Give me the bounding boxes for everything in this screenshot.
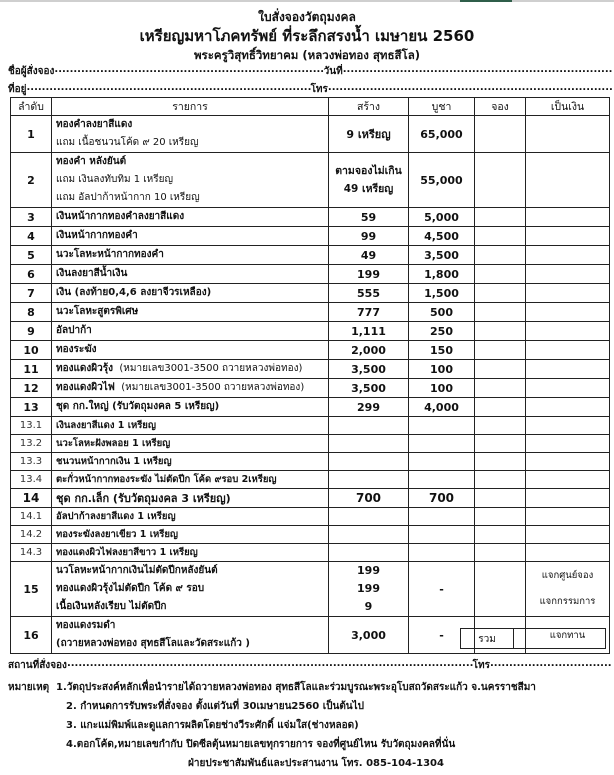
remark-line: แจกกรรมการ [539, 596, 596, 607]
item-line: เงินหน้ากากทองคำ [56, 230, 138, 241]
price: 5,000 [409, 208, 475, 227]
booking-cell[interactable] [475, 153, 526, 208]
item-line: เงินลงยาสีน้ำเงิน [56, 268, 128, 279]
order-place-field[interactable] [67, 658, 473, 673]
price [409, 471, 475, 489]
booking-cell[interactable] [475, 453, 526, 471]
item-note: (หมายเลข3001-3500 ถวายหลวงพ่อทอง) [113, 363, 303, 374]
set-item-number: 13.4 [11, 471, 52, 489]
price: 1,500 [409, 284, 475, 303]
row-number: 16 [11, 617, 52, 654]
amount-cell[interactable] [526, 398, 610, 417]
item-line: ทองแดงรมดำ [56, 620, 116, 631]
set-item-description: ชนวนหน้ากากเงิน 1 เหรียญ [52, 453, 329, 471]
item-description [52, 617, 329, 654]
price: 55,000 [409, 153, 475, 208]
window-top-border [0, 0, 614, 2]
notes-section [8, 680, 614, 775]
set-item-description: ทองแดงผิวไฟลงยาสีขาว 1 เหรียญ [52, 544, 329, 562]
table-header-row [11, 98, 610, 116]
made-quantity: 3,500 [329, 360, 409, 379]
set-item-row [11, 526, 610, 544]
booking-cell[interactable] [475, 526, 526, 544]
price: 4,000 [409, 398, 475, 417]
item-line: ทองคำ หลังยันต์ [56, 156, 127, 167]
table-row [11, 246, 610, 265]
set-item-description: ทองระฆังลงยาเขียว 1 เหรียญ [52, 526, 329, 544]
booking-cell[interactable] [475, 322, 526, 341]
amount-cell[interactable] [526, 341, 610, 360]
price: - [409, 562, 475, 617]
amount-cell[interactable] [526, 489, 610, 508]
header-no: ลำดับ [11, 98, 52, 116]
made-quantity: 99 [329, 227, 409, 246]
table-row [11, 398, 610, 417]
set-item-row [11, 453, 610, 471]
table-row [11, 284, 610, 303]
item-line: ทองแดงผิวรุ้งไม่ตัดปีก โค้ด ๙ รอบ [56, 583, 205, 594]
form-title: ใบสั่งจองวัตถุมงคล [258, 10, 356, 24]
made-quantity [329, 562, 409, 617]
set-item-description: นวะโลหะฝังพลอย 1 เหรียญ [52, 435, 329, 453]
table-row [11, 227, 610, 246]
amount-cell[interactable] [526, 322, 610, 341]
amount-cell[interactable] [526, 417, 610, 435]
booking-cell[interactable] [475, 544, 526, 562]
made-quantity: 555 [329, 284, 409, 303]
made-quantity: 2,000 [329, 341, 409, 360]
booking-cell[interactable] [475, 489, 526, 508]
set-item-number: 14.2 [11, 526, 52, 544]
table-row [11, 341, 610, 360]
item-description [52, 246, 329, 265]
table-row [11, 208, 610, 227]
booking-cell[interactable] [475, 227, 526, 246]
set-item-description: ตะกั่วหน้ากากทองระฆัง ไม่ตัดปีก โค้ด ๙รอบ 2เหรียญ [52, 471, 329, 489]
row-number: 11 [11, 360, 52, 379]
date-label: วันที่ [323, 66, 343, 77]
booking-cell[interactable] [475, 508, 526, 526]
made-quantity: 199 [329, 265, 409, 284]
booking-cell[interactable] [475, 360, 526, 379]
note-item: 3. แกะแม่พิมพ์และดูแลการผลิตโดยช่างวีระศักดิ์ แจ่มใส(ช่างหลอด) [66, 720, 359, 731]
remark-cell: แจกทาน [526, 617, 610, 654]
table-row [11, 322, 610, 341]
price [409, 508, 475, 526]
item-line: ชุด กก.ใหญ่ (รับวัตถุมงคล 5 เหรียญ) [56, 401, 220, 412]
table-row [11, 379, 610, 398]
price [409, 435, 475, 453]
made-quantity [329, 453, 409, 471]
item-description [52, 116, 329, 153]
item-line: ทองแดงผิวไฟ [56, 382, 115, 393]
row-number: 8 [11, 303, 52, 322]
amount-cell[interactable] [526, 303, 610, 322]
made-quantity: 3,000 [329, 617, 409, 654]
price: 150 [409, 341, 475, 360]
set-item-row [11, 435, 610, 453]
booking-cell[interactable] [475, 208, 526, 227]
price: 500 [409, 303, 475, 322]
set-item-number: 14.3 [11, 544, 52, 562]
booking-cell[interactable] [475, 562, 526, 617]
made-quantity [329, 544, 409, 562]
table-row [11, 265, 610, 284]
monk-name: พระครูวิสุทธิ์วิทยาคม (หลวงพ่อทอง สุทธสีโล) [193, 48, 421, 62]
row-number: 12 [11, 379, 52, 398]
item-line: เงินหน้ากากทองคำลงยาสีแดง [56, 211, 185, 222]
amount-cell[interactable] [526, 284, 610, 303]
orderer-field[interactable] [54, 64, 323, 79]
table-row [11, 303, 610, 322]
contact-info: ฝ่ายประชาสัมพันธ์และประสานงาน โทร. 085-104-1304 [188, 758, 444, 769]
item-line: เงิน (ลงท้าย0,4,6 ลงยาจีวรเหลือง) [56, 287, 212, 298]
booking-cell[interactable] [475, 116, 526, 153]
item-line: นวโลหะหน้ากากเงินไม่ตัดปีกหลังยันต์ [56, 565, 218, 576]
price [409, 544, 475, 562]
amount-cell[interactable] [526, 471, 610, 489]
made-quantity: 299 [329, 398, 409, 417]
set-item-row [11, 544, 610, 562]
amount-cell[interactable] [526, 379, 610, 398]
order-table [10, 97, 610, 654]
note-item: 4.ตอกโค้ด,หมายเลขกำกับ ปิดซีลตุ้นหมายเลขทุกรายการ จองที่ศูนย์ไหน รับวัตถุมงคลที่นั่น [66, 739, 456, 750]
price: - [409, 617, 475, 654]
item-line: ทองระฆัง [56, 344, 97, 355]
price [409, 526, 475, 544]
booking-cell[interactable] [475, 417, 526, 435]
item-description: ชุด กก.เล็ก (รับวัตถุมงคล 3 เหรียญ) [52, 489, 329, 508]
made-line: ตามจองไม่เกิน [335, 165, 402, 177]
made-quantity [329, 471, 409, 489]
note-item [8, 680, 614, 699]
order-place-phone-label: โทร [472, 660, 490, 671]
item-line: ทองแดงผิวรุ้ง [56, 363, 114, 374]
row-number: 10 [11, 341, 52, 360]
row-number: 5 [11, 246, 52, 265]
set-item-row [11, 471, 610, 489]
item-line: แถม เงินลงทับทิม 1 เหรียญ [56, 174, 174, 185]
notes-label: หมายเหตุ [8, 682, 50, 693]
item-line: เนื้อเงินหลังเรียบ ไม่ตัดปีก [56, 601, 167, 612]
amount-cell[interactable] [526, 526, 610, 544]
amount-cell[interactable] [526, 435, 610, 453]
set-item-number: 13.1 [11, 417, 52, 435]
row-number: 13 [11, 398, 52, 417]
row-number: 15 [11, 562, 52, 617]
amount-cell[interactable] [526, 544, 610, 562]
total-label: รวม [461, 629, 514, 649]
order-place-label: สถานที่สั่งจอง [8, 660, 67, 671]
item-description [52, 360, 329, 379]
coin-title: เหรียญมหาโภคทรัพย์ ที่ระลึกสรงน้ำ เมษายน 2560 [139, 27, 475, 45]
item-line: ทองคำลงยาสีแดง [56, 119, 133, 130]
row-number: 2 [11, 153, 52, 208]
item-description [52, 227, 329, 246]
total-box [460, 628, 606, 649]
booking-cell[interactable] [475, 341, 526, 360]
item-description [52, 208, 329, 227]
booking-cell[interactable] [475, 398, 526, 417]
address-row [8, 82, 612, 97]
booking-cell[interactable] [475, 471, 526, 489]
set-item-description: เงินลงยาสีแดง 1 เหรียญ [52, 417, 329, 435]
made-quantity: 700 [329, 489, 409, 508]
note-item: 2. กำหนดการรับพระที่สั่งจอง ตั้งแต่วันที่ 30เมษายน2560 เป็นต้นไป [66, 701, 365, 712]
made-quantity: 777 [329, 303, 409, 322]
item-description [52, 562, 329, 617]
row-number: 1 [11, 116, 52, 153]
price: 700 [409, 489, 475, 508]
amount-cell[interactable] [526, 246, 610, 265]
header-item: รายการ [52, 98, 329, 116]
made-quantity: 1,111 [329, 322, 409, 341]
remark-line: แจกศูนย์จอง [541, 570, 594, 581]
window-tab-indicator [460, 0, 512, 2]
table-row [11, 489, 610, 508]
row-number: 6 [11, 265, 52, 284]
item-line: แถม เนื้อชนวนโค้ด ๙ 20 เหรียญ [56, 137, 199, 148]
row-number: 7 [11, 284, 52, 303]
item-description [52, 341, 329, 360]
price: 4,500 [409, 227, 475, 246]
amount-cell[interactable] [526, 227, 610, 246]
address-field[interactable] [26, 82, 310, 97]
made-quantity [329, 526, 409, 544]
order-place-row [8, 658, 612, 673]
made-quantity: 59 [329, 208, 409, 227]
set-item-row [11, 417, 610, 435]
amount-cell[interactable] [526, 116, 610, 153]
price: 65,000 [409, 116, 475, 153]
item-description [52, 303, 329, 322]
made-quantity: 49 [329, 246, 409, 265]
header-amount: เป็นเงิน [526, 98, 610, 116]
made-quantity: 9 เหรียญ [329, 116, 409, 153]
row-number: 9 [11, 322, 52, 341]
table-row [11, 153, 610, 208]
amount-cell[interactable] [526, 265, 610, 284]
booking-cell[interactable] [475, 435, 526, 453]
price: 1,800 [409, 265, 475, 284]
price: 100 [409, 360, 475, 379]
booking-cell[interactable] [475, 303, 526, 322]
price: 100 [409, 379, 475, 398]
set-item-number: 13.2 [11, 435, 52, 453]
row-number: 14 [11, 489, 52, 508]
item-description [52, 284, 329, 303]
phone-field[interactable] [328, 82, 612, 97]
orderer-label: ชื่อผู้สั่งจอง [8, 66, 55, 77]
booking-cell[interactable] [475, 265, 526, 284]
note-text: 1.วัตถุประสงค์หลักเพื่อนำรายได้ถวายหลวงพ่อทอง สุทธสีโลและร่วมบูรณะพระอุโบสถวัดสระแก้ว จ.นครราชสีมา [56, 682, 536, 693]
booking-cell[interactable] [475, 284, 526, 303]
amount-cell[interactable] [526, 453, 610, 471]
item-description [52, 379, 329, 398]
price: 3,500 [409, 246, 475, 265]
order-place-phone-field[interactable] [490, 658, 612, 673]
price: 250 [409, 322, 475, 341]
header-made: สร้าง [329, 98, 409, 116]
row-number: 4 [11, 227, 52, 246]
amount-cell[interactable] [526, 508, 610, 526]
made-line: 199 [357, 564, 380, 577]
set-item-number: 13.3 [11, 453, 52, 471]
made-quantity: 3,500 [329, 379, 409, 398]
booking-cell[interactable] [475, 246, 526, 265]
total-value[interactable] [514, 629, 606, 649]
header-book: จอง [475, 98, 526, 116]
made-line: 49 เหรียญ [343, 183, 394, 195]
booking-cell[interactable] [475, 379, 526, 398]
orderer-row [8, 64, 612, 79]
remark-cell [526, 562, 610, 617]
amount-cell[interactable] [526, 360, 610, 379]
made-quantity [329, 435, 409, 453]
price [409, 453, 475, 471]
row-number: 3 [11, 208, 52, 227]
made-quantity [329, 417, 409, 435]
header-price: บูชา [409, 98, 475, 116]
set-item-number: 14.1 [11, 508, 52, 526]
made-quantity [329, 153, 409, 208]
item-line: (ถวายหลวงพ่อทอง สุทธสีโลและวัดสระแก้ว ) [56, 638, 250, 649]
item-line: แถม อัลปาก้าหน้ากาก 10 เหรียญ [56, 192, 200, 203]
item-description [52, 153, 329, 208]
made-line: 199 [357, 582, 380, 595]
address-label: ที่อยู่ [8, 84, 27, 95]
set-item-row [11, 508, 610, 526]
table-row [11, 562, 610, 617]
item-line: อัลปาก้า [56, 325, 92, 336]
table-row [11, 116, 610, 153]
set-item-description: อัลปาก้าลงยาสีแดง 1 เหรียญ [52, 508, 329, 526]
table-row [11, 360, 610, 379]
item-description [52, 398, 329, 417]
item-line: นวะโลหะสูตรพิเศษ [56, 306, 139, 317]
date-field[interactable] [343, 64, 612, 79]
amount-cell[interactable] [526, 208, 610, 227]
price [409, 417, 475, 435]
made-line: 9 [364, 600, 373, 613]
made-quantity [329, 508, 409, 526]
phone-label: โทร [310, 84, 328, 95]
amount-cell[interactable] [526, 153, 610, 208]
item-description [52, 265, 329, 284]
item-note: (หมายเลข3001-3500 ถวายหลวงพ่อทอง) [114, 382, 305, 393]
item-line: นวะโลหะหน้ากากทองคำ [56, 249, 164, 260]
item-description [52, 322, 329, 341]
